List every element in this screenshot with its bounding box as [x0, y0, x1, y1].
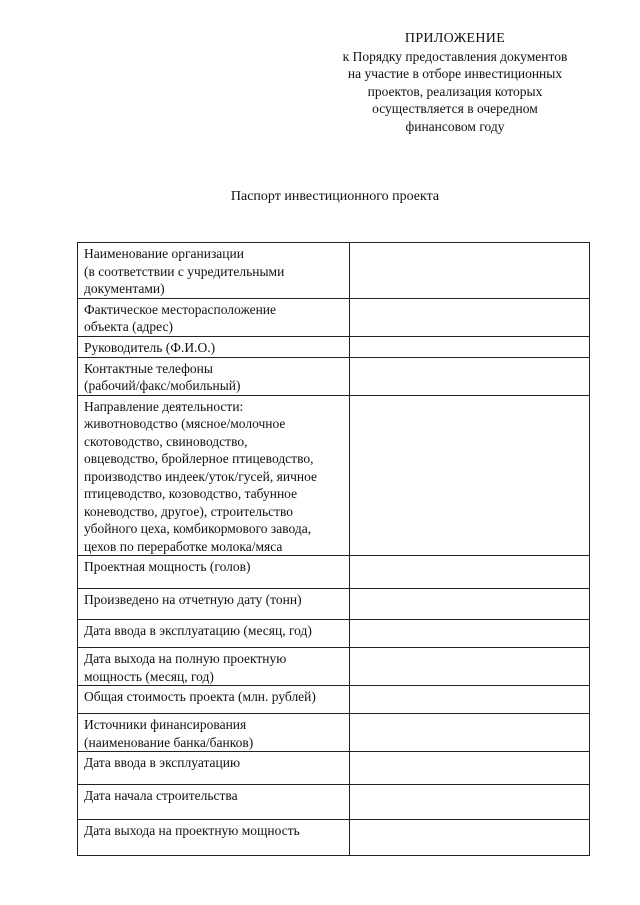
table-row — [78, 357, 590, 395]
row-value-total-cost[interactable] — [350, 686, 590, 714]
row-label-full-capacity-date: Дата выхода на полную проектную мощность (месяц, год) — [78, 648, 350, 686]
table-row — [78, 785, 590, 820]
table-row — [78, 298, 590, 336]
row-value-funding-sources[interactable] — [350, 714, 590, 752]
passport-table — [77, 242, 590, 856]
row-label-commissioning-date: Дата ввода в эксплуатацию (месяц, год) — [78, 620, 350, 648]
row-label-organization-name: Наименование организации (в соответствии с учредительными документами) — [78, 243, 350, 299]
table-row — [78, 556, 590, 589]
row-value-operation-date[interactable] — [350, 752, 590, 785]
table-row — [78, 714, 590, 752]
table-row — [78, 820, 590, 856]
appendix-header — [300, 30, 610, 135]
row-label-funding-sources: Источники финансирования (наименование банка/банков) — [78, 714, 350, 752]
row-label-design-capacity: Проектная мощность (голов) — [78, 556, 350, 589]
table-row — [78, 336, 590, 357]
table-row — [78, 752, 590, 785]
table-row — [78, 395, 590, 556]
appendix-line: к Порядку предоставления документов — [342, 48, 568, 64]
row-value-design-capacity[interactable] — [350, 556, 590, 589]
row-value-construction-start[interactable] — [350, 785, 590, 820]
row-label-object-location: Фактическое месторасположение объекта (адрес) — [78, 298, 350, 336]
row-value-activity-direction[interactable] — [350, 395, 590, 556]
row-label-operation-date: Дата ввода в эксплуатацию — [78, 752, 350, 785]
table-row — [78, 243, 590, 299]
row-value-design-capacity-date[interactable] — [350, 820, 590, 856]
appendix-line: на участие в отборе инвестиционных — [347, 66, 563, 81]
table-row — [78, 620, 590, 648]
appendix-heading: ПРИЛОЖЕНИЕ — [404, 31, 506, 46]
row-value-director[interactable] — [350, 336, 590, 357]
row-label-produced-to-date: Произведено на отчетную дату (тонн) — [78, 589, 350, 620]
row-value-object-location[interactable] — [350, 298, 590, 336]
table-row — [78, 686, 590, 714]
table-row — [78, 648, 590, 686]
row-label-contact-phones: Контактные телефоны (рабочий/факс/мобильный) — [78, 357, 350, 395]
row-label-total-cost: Общая стоимость проекта (млн. рублей) — [78, 686, 350, 714]
table-row — [78, 589, 590, 620]
row-label-construction-start: Дата начала строительства — [78, 785, 350, 820]
row-value-organization-name[interactable] — [350, 243, 590, 299]
row-label-director: Руководитель (Ф.И.О.) — [78, 336, 350, 357]
row-label-design-capacity-date: Дата выхода на проектную мощность — [78, 820, 350, 856]
row-value-produced-to-date[interactable] — [350, 589, 590, 620]
appendix-line: финансовом году — [405, 118, 505, 134]
appendix-line: осуществляется в очередном — [372, 101, 538, 116]
row-label-activity-direction: Направление деятельности: животноводство (мясное/молочное скотоводство, свиноводство, овцеводство, бройлерное птицеводство, производство индеек/уток/гусей, яичное птицеводство, козоводство, табунное коневодство, другое), строительство убойного цеха, комбикормового завода, цехов по переработке молока/мяса — [78, 395, 350, 556]
row-value-commissioning-date[interactable] — [350, 620, 590, 648]
document-title: Паспорт инвестиционного проекта — [230, 189, 440, 204]
appendix-line: проектов, реализация которых — [367, 83, 543, 99]
row-value-contact-phones[interactable] — [350, 357, 590, 395]
row-value-full-capacity-date[interactable] — [350, 648, 590, 686]
